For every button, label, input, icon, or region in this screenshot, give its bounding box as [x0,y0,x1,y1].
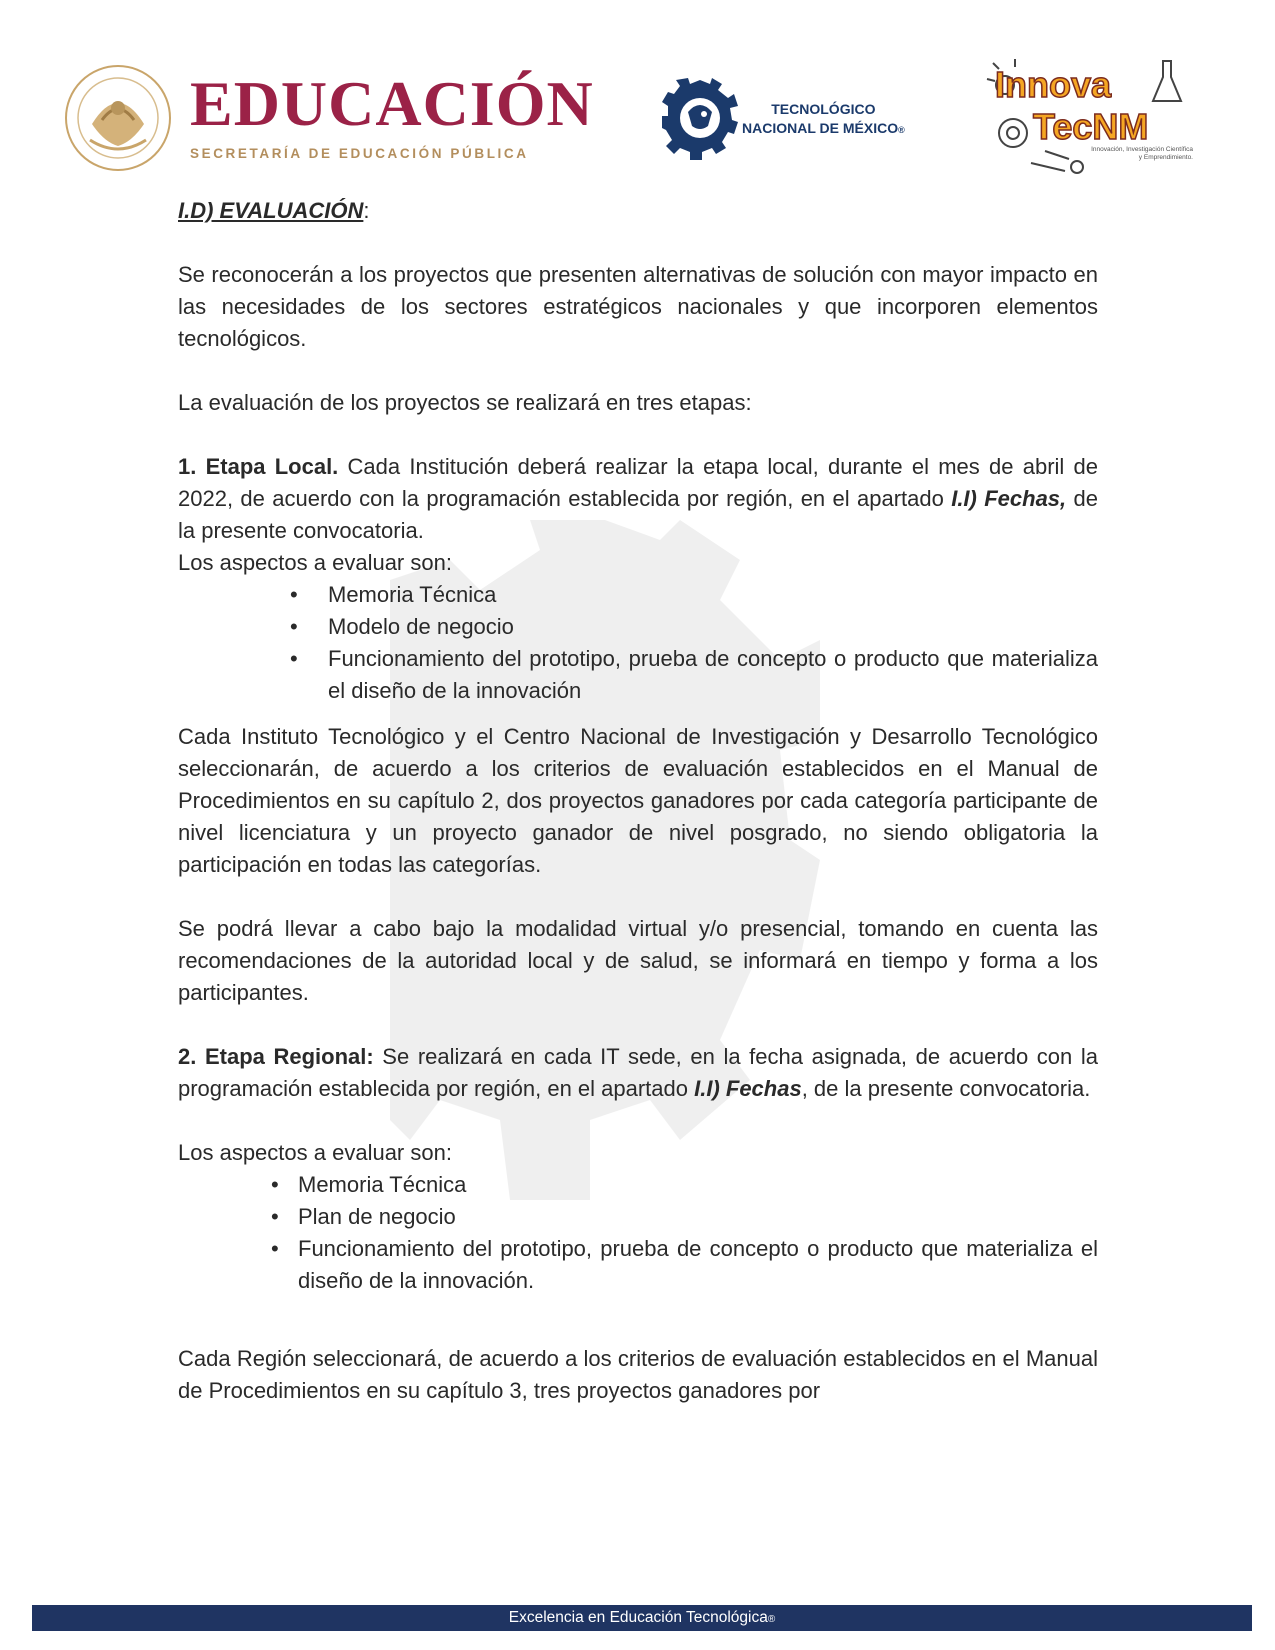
innova-tecnm-logo [985,55,1200,180]
stage2-text-a: Se realizará en cada IT sede, en la fecha asignada, de acuerdo con la programación establecida por región, en el apartado [178,1044,1098,1101]
list-item: • Modelo de negocio [290,614,514,639]
stage2-label: 2. Etapa Regional: [178,1044,374,1069]
section-heading-wrap [178,195,1098,227]
stage1-aspect-2: Modelo de negocio [328,614,514,639]
stage1-text-a: Cada Institución deberá realizar la etapa local, durante el mes de abril de 2022, de acuerdo con la programación establecida por región, en el apartado [178,454,1099,511]
tecnm-line1: TECNOLÓGICO [771,101,876,117]
sep-wordmark [190,68,594,161]
section-heading: I.D) EVALUACIÓN [178,198,364,223]
sep-title: EDUCACIÓN [190,68,594,139]
stage1-aspect-1: Memoria Técnica [328,582,497,607]
stage2-aspect-1: Memoria Técnica [298,1172,467,1197]
section-heading-suffix: : [363,198,370,223]
footer-text: Excelencia en Educación Tecnológica [508,1609,768,1626]
stage2-aspects-label: Los aspectos a evaluar son: [178,1140,452,1165]
innova-tagline-2: y Emprendimiento. [1138,154,1193,161]
tecnm-line2: NACIONAL DE MÉXICO [742,120,899,136]
stage2-aspects-list [178,1169,1098,1297]
document-body [178,195,1098,1407]
tecnm-word: TecNM [1033,106,1149,147]
stage1-paragraph [178,451,1098,547]
stage2-selection-paragraph: Cada Región seleccionará, de acuerdo a los criterios de evaluación establecidos en el Manual de Procedimientos en su capítulo 3, tres proyectos ganadores por [178,1346,1098,1403]
stage2-paragraph [178,1041,1098,1105]
intro-paragraph: Se reconocerán a los proyectos que presenten alternativas de solución con mayor impacto en las necesidades de los sectores estratégicos nacionales y que incorporen elementos tecnológicos. [178,262,1098,351]
list-item: • Memoria Técnica [271,1172,467,1197]
stage1-label: 1. Etapa Local. [178,454,339,479]
stage1-selection-paragraph: Cada Instituto Tecnológico y el Centro Nacional de Investigación y Desarrollo Tecnológico seleccionarán, de acuerdo a los criterios de evaluación establecidos en el Manual de Procedimientos en su capítulo 2, dos proyectos ganadores por cada categoría participante de nivel licenciatura y un proyecto ganador de nivel posgrado, no siendo obligatoria la participación en todas las categorías. [178,724,1098,877]
stage1-ref: I.I) Fechas, [951,486,1067,511]
list-item: • Funcionamiento del prototipo, prueba de concepto o producto que materializa el diseño de la innovación [290,646,1098,703]
page-footer [32,1605,1252,1631]
tecnm-line2-wrap [742,119,905,140]
sep-subtitle: SECRETARÍA DE EDUCACIÓN PÚBLICA [190,146,529,161]
innova-tagline-1: Innovación, Investigación Científica [1091,146,1193,153]
tecnm-gear-logo [662,68,738,168]
list-item: • Memoria Técnica [290,582,497,607]
list-item: • Funcionamiento del prototipo, prueba de concepto o producto que materializa el diseño de la innovación. [271,1236,1098,1293]
innova-word: Innova [995,64,1112,105]
stage2-aspect-3: Funcionamiento del prototipo, prueba de concepto o producto que materializa el diseño de la innovación. [298,1236,1098,1293]
stage1-modality-paragraph: Se podrá llevar a cabo bajo la modalidad virtual y/o presencial, tomando en cuenta las recomendaciones de la autoridad local y de salud, se informará en tiempo y forma a los participantes. [178,916,1098,1005]
stage1-text-b: de la presente convocatoria. [178,486,1098,543]
footer-registered-mark: ® [767,1614,776,1625]
stage1-aspects-label: Los aspectos a evaluar son: [178,550,452,575]
stage2-text-b: , de la presente convocatoria. [801,1076,1091,1101]
tecnm-registered-mark: ® [898,125,905,135]
stage1-aspects-list [178,579,1098,707]
mexican-coat-of-arms-logo [62,62,174,174]
list-item: • Plan de negocio [271,1204,456,1229]
page-header [0,0,1275,190]
stage2-ref: I.I) Fechas [694,1076,802,1101]
stage1-aspect-3: Funcionamiento del prototipo, prueba de concepto o producto que materializa el diseño de la innovación [328,646,1098,703]
stage2-aspect-2: Plan de negocio [298,1204,456,1229]
tecnm-wordmark [742,100,905,140]
stages-intro: La evaluación de los proyectos se realizará en tres etapas: [178,390,752,415]
